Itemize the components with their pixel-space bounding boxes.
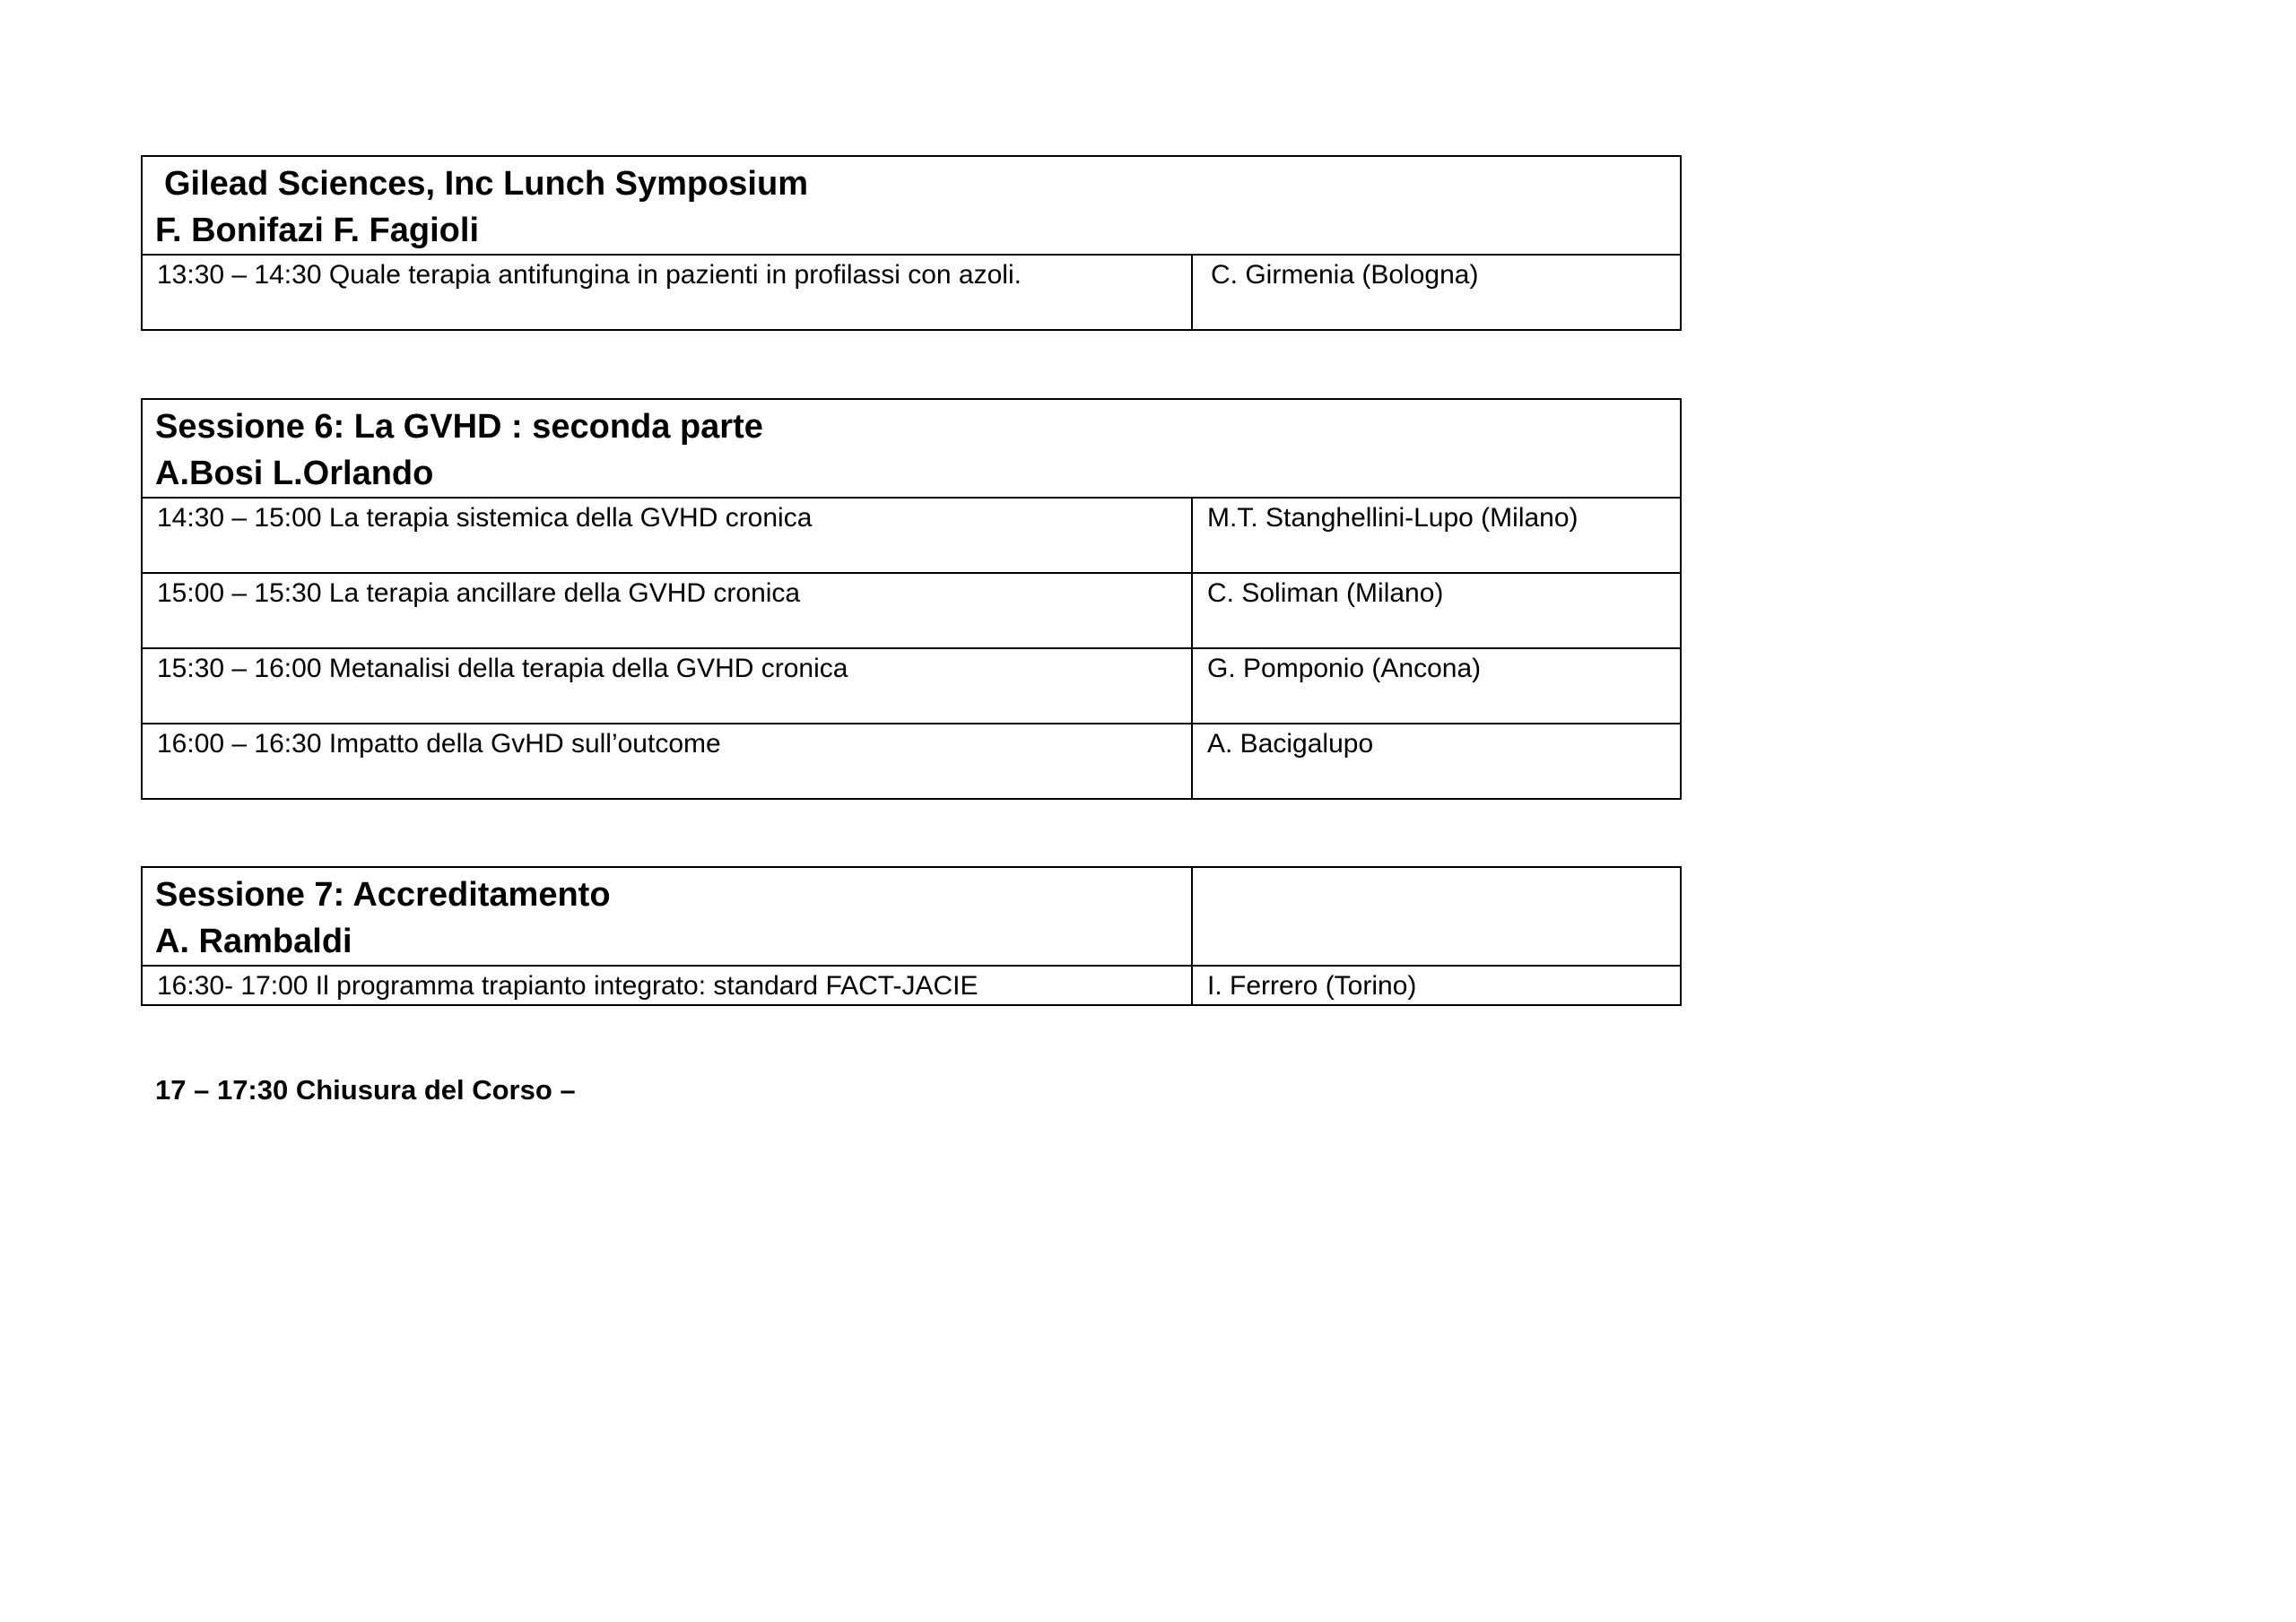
- session-title: Sessione 6: La GVHD : seconda parte: [155, 408, 763, 446]
- session-chairs: A.Bosi L.Orlando: [155, 455, 434, 492]
- closing-note: 17 – 17:30 Chiusura del Corso –: [155, 1074, 576, 1106]
- session-chairs: F. Bonifazi F. Fagioli: [155, 212, 479, 249]
- table-row: [142, 648, 1681, 724]
- session-header: [142, 156, 1681, 255]
- speaker-cell: C. Soliman (Milano): [1192, 573, 1681, 648]
- talk-cell: 13:30 – 14:30 Quale terapia antifungina in pazienti in profilassi con azoli.: [142, 255, 1192, 330]
- session-header: [142, 399, 1681, 498]
- session-table: [141, 398, 1682, 800]
- talk-cell: 16:00 – 16:30 Impatto della GvHD sull’outcome: [142, 724, 1192, 799]
- table-row: [142, 966, 1681, 1005]
- session-table: [141, 155, 1682, 331]
- session-header-row: [142, 156, 1681, 255]
- session-title: Gilead Sciences, Inc Lunch Symposium: [164, 165, 808, 203]
- speaker-cell: G. Pomponio (Ancona): [1192, 648, 1681, 724]
- empty-header-cell: [1192, 867, 1681, 966]
- session-chairs: A. Rambaldi: [155, 923, 352, 960]
- talk-cell: 15:00 – 15:30 La terapia ancillare della GVHD cronica: [142, 573, 1192, 648]
- session-table: [141, 866, 1682, 1006]
- talk-cell: 16:30- 17:00 Il programma trapianto integrato: standard FACT-JACIE: [142, 966, 1192, 1005]
- session-block-symposium: [141, 155, 1680, 331]
- session-block-6: [141, 398, 1680, 800]
- speaker-cell: A. Bacigalupo: [1192, 724, 1681, 799]
- table-row: [142, 255, 1681, 330]
- table-row: [142, 573, 1681, 648]
- speaker-cell: I. Ferrero (Torino): [1192, 966, 1681, 1005]
- table-row: [142, 498, 1681, 573]
- session-header-row: [142, 867, 1681, 966]
- session-header-row: [142, 399, 1681, 498]
- table-row: [142, 724, 1681, 799]
- speaker-cell: C. Girmenia (Bologna): [1192, 255, 1681, 330]
- talk-cell: 15:30 – 16:00 Metanalisi della terapia della GVHD cronica: [142, 648, 1192, 724]
- session-header: [142, 867, 1192, 966]
- session-block-7: [141, 866, 1680, 1006]
- speaker-cell: M.T. Stanghellini-Lupo (Milano): [1192, 498, 1681, 573]
- talk-cell: 14:30 – 15:00 La terapia sistemica della GVHD cronica: [142, 498, 1192, 573]
- session-title: Sessione 7: Accreditamento: [155, 876, 611, 914]
